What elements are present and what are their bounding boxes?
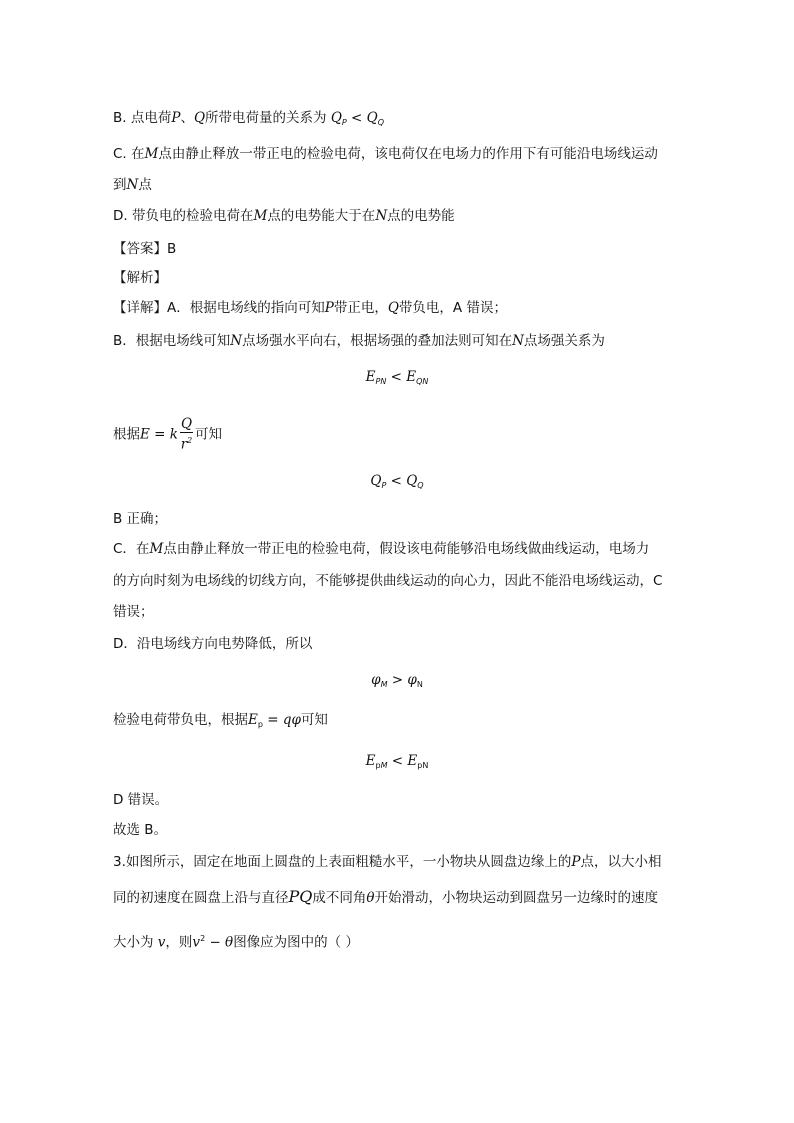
detail-a-text2: 带正电， xyxy=(333,300,388,316)
eq3-s1: M xyxy=(380,680,388,689)
eq2-q2: Q xyxy=(406,473,418,489)
d-wrong xyxy=(113,790,168,810)
option-d xyxy=(113,206,455,226)
detail-b-text1: B．根据电场线可知 xyxy=(113,333,231,349)
option-c-line2 xyxy=(113,175,152,195)
eq4-e1: E xyxy=(365,753,376,769)
detail-a-text3: 带负电，A 错误； xyxy=(398,300,507,316)
equation-4 xyxy=(0,751,794,776)
by-formula-num: Q xyxy=(180,416,193,432)
eq1-s1: PN xyxy=(375,377,387,386)
option-d-n: N xyxy=(375,208,388,224)
analysis-label xyxy=(113,268,167,288)
q3-line2-prefix: 同的初速度在圆盘上沿与直径 xyxy=(113,890,289,906)
detail-d-text: D．沿电场线方向电势降低，所以 xyxy=(113,636,313,652)
answer-value: B xyxy=(167,241,177,257)
option-b-expr-q: Q xyxy=(330,110,342,126)
eq1-lt: < xyxy=(386,369,407,385)
equation-2 xyxy=(0,471,794,496)
option-b-expr-lt: < xyxy=(346,110,367,126)
detail-c-prefix: C．在 xyxy=(113,541,150,557)
eq4-s2a: p xyxy=(417,761,423,770)
b-correct-text: B 正确； xyxy=(113,511,168,527)
detail-a-text1: A．根据电场线的指向可知 xyxy=(167,300,325,316)
b-correct xyxy=(113,509,167,529)
analysis-label-text: 【解析】 xyxy=(113,270,167,286)
option-b-prefix: B. 点电荷 xyxy=(113,110,172,126)
option-b-expr-sub-p: P xyxy=(341,118,347,127)
neg-charge-sub: p xyxy=(257,720,263,729)
eq3-phi1: φ xyxy=(371,672,381,688)
eq2-s2: Q xyxy=(417,481,424,490)
option-c-n: N xyxy=(126,177,139,193)
q3-line2-theta: θ xyxy=(366,890,375,906)
option-b-sep: 、 xyxy=(180,110,194,126)
by-formula xyxy=(113,416,222,453)
eq2-lt: < xyxy=(386,473,407,489)
detail-b-text3: 点场强关系为 xyxy=(523,333,605,349)
detail-b-n2: N xyxy=(512,333,524,349)
detail-label: 【详解】 xyxy=(113,300,167,316)
eq4-lt: < xyxy=(387,753,408,769)
option-c-suffix: 点由静止释放一带正电的检验电荷，该电荷仅在电场力的作用下有可能沿电场线运动 xyxy=(158,146,658,162)
q3-line3-expr: v xyxy=(192,934,201,951)
neg-charge xyxy=(113,710,328,735)
neg-charge-e: E xyxy=(248,712,258,728)
answer-label: 【答案】 xyxy=(113,241,167,257)
option-c-m: M xyxy=(144,146,159,162)
detail-b-n1: N xyxy=(230,333,243,349)
choose-text: 故选 B。 xyxy=(113,822,168,838)
q3-line3 xyxy=(113,929,359,953)
detail-a-q: Q xyxy=(387,300,399,316)
by-formula-suffix: 可知 xyxy=(195,426,223,443)
option-c-prefix: C. 在 xyxy=(113,146,145,162)
answer-line xyxy=(113,239,176,259)
q3-line3-v: v xyxy=(153,934,166,951)
choose xyxy=(113,820,167,840)
detail-c-line2-text: 的方向时刻为电场线的切线方向，不能够提供曲线运动的向心力，因此不能沿电场线运动，C xyxy=(113,573,663,589)
by-formula-den-sup: 2 xyxy=(187,436,193,445)
detail-c-line3-text: 错误； xyxy=(113,604,154,620)
q3-line3-mid: ，则 xyxy=(165,934,193,951)
option-b-expr-q2: Q xyxy=(366,110,378,126)
by-formula-prefix: 根据 xyxy=(113,426,140,443)
eq4-s1b: M xyxy=(380,761,388,770)
detail-c-line2 xyxy=(113,571,662,591)
eq3-s2: N xyxy=(416,680,423,689)
detail-c-suffix: 点由静止释放一带正电的检验电荷，假设该电荷能够沿电场线做曲线运动，电场力 xyxy=(163,541,650,557)
detail-c-m: M xyxy=(149,541,164,557)
neg-charge-rhs: = qφ xyxy=(262,712,301,728)
detail-c-line3 xyxy=(113,602,154,622)
eq3-phi2: φ xyxy=(407,672,417,688)
eq4-s1a: p xyxy=(375,761,381,770)
q3-line2-suffix: 开始滑动，小物块运动到圆盘另一边缘时的速度 xyxy=(374,890,659,906)
equation-3 xyxy=(0,670,794,695)
detail-c-line1 xyxy=(113,539,649,559)
option-b-expr-sub-q: Q xyxy=(377,118,385,127)
neg-charge-suffix: 可知 xyxy=(300,712,328,728)
eq3-gt: > xyxy=(387,672,408,688)
option-b xyxy=(113,108,384,133)
q3-line2 xyxy=(113,887,658,908)
option-b-q: Q xyxy=(193,110,206,126)
eq1-s2: QN xyxy=(416,377,429,386)
detail-a-p: P xyxy=(324,300,334,316)
q3-line3-expr2: − θ xyxy=(205,934,234,951)
q3-line1-prefix: 3.如图所示，固定在地面上圆盘的上表面粗糙水平，一小物块从圆盘边缘上的 xyxy=(113,854,572,870)
by-formula-den xyxy=(180,433,193,453)
detail-b xyxy=(113,331,605,351)
eq1-e2: E xyxy=(406,369,417,385)
neg-charge-prefix: 检验电荷带负电，根据 xyxy=(113,712,248,728)
q3-line2-mid: 成不同角 xyxy=(312,890,367,906)
by-formula-den-text: r xyxy=(180,436,188,453)
option-c-line2-suffix: 点 xyxy=(138,177,152,193)
q3-line1 xyxy=(113,852,661,872)
by-formula-lhs: E = k xyxy=(140,426,178,443)
q3-line3-suffix: 图像应为图中的（ ） xyxy=(233,934,359,951)
eq2-q1: Q xyxy=(370,473,382,489)
d-wrong-text: D 错误。 xyxy=(113,792,169,808)
option-d-middle: 点的电势能大于在 xyxy=(267,208,376,224)
q3-line1-suffix: 点，以大小相 xyxy=(580,854,662,870)
by-formula-fraction xyxy=(180,416,193,453)
detail-d xyxy=(113,634,312,654)
detail-a xyxy=(113,298,507,318)
option-d-prefix: D. 带负电的检验电荷在 xyxy=(113,208,254,224)
option-d-m: M xyxy=(253,208,268,224)
option-c-line1 xyxy=(113,144,658,164)
detail-b-text2: 点场强水平向右，根据场强的叠加法则可知在 xyxy=(242,333,513,349)
option-c-line2-prefix: 到 xyxy=(113,177,127,193)
eq4-e2: E xyxy=(407,753,418,769)
option-b-suffix: 所带电荷量的关系为 xyxy=(205,110,327,126)
q3-line1-p: P xyxy=(571,854,581,870)
eq4-s2b: N xyxy=(422,761,429,770)
equation-1 xyxy=(0,367,794,392)
eq1-e1: E xyxy=(365,369,376,385)
q3-line2-pq: PQ xyxy=(288,887,313,906)
option-d-suffix: 点的电势能 xyxy=(387,208,455,224)
option-b-p: P xyxy=(171,110,181,126)
q3-line3-sup: 2 xyxy=(200,934,206,943)
q3-line3-prefix: 大小为 xyxy=(113,934,154,951)
eq2-s1: P xyxy=(381,481,387,490)
